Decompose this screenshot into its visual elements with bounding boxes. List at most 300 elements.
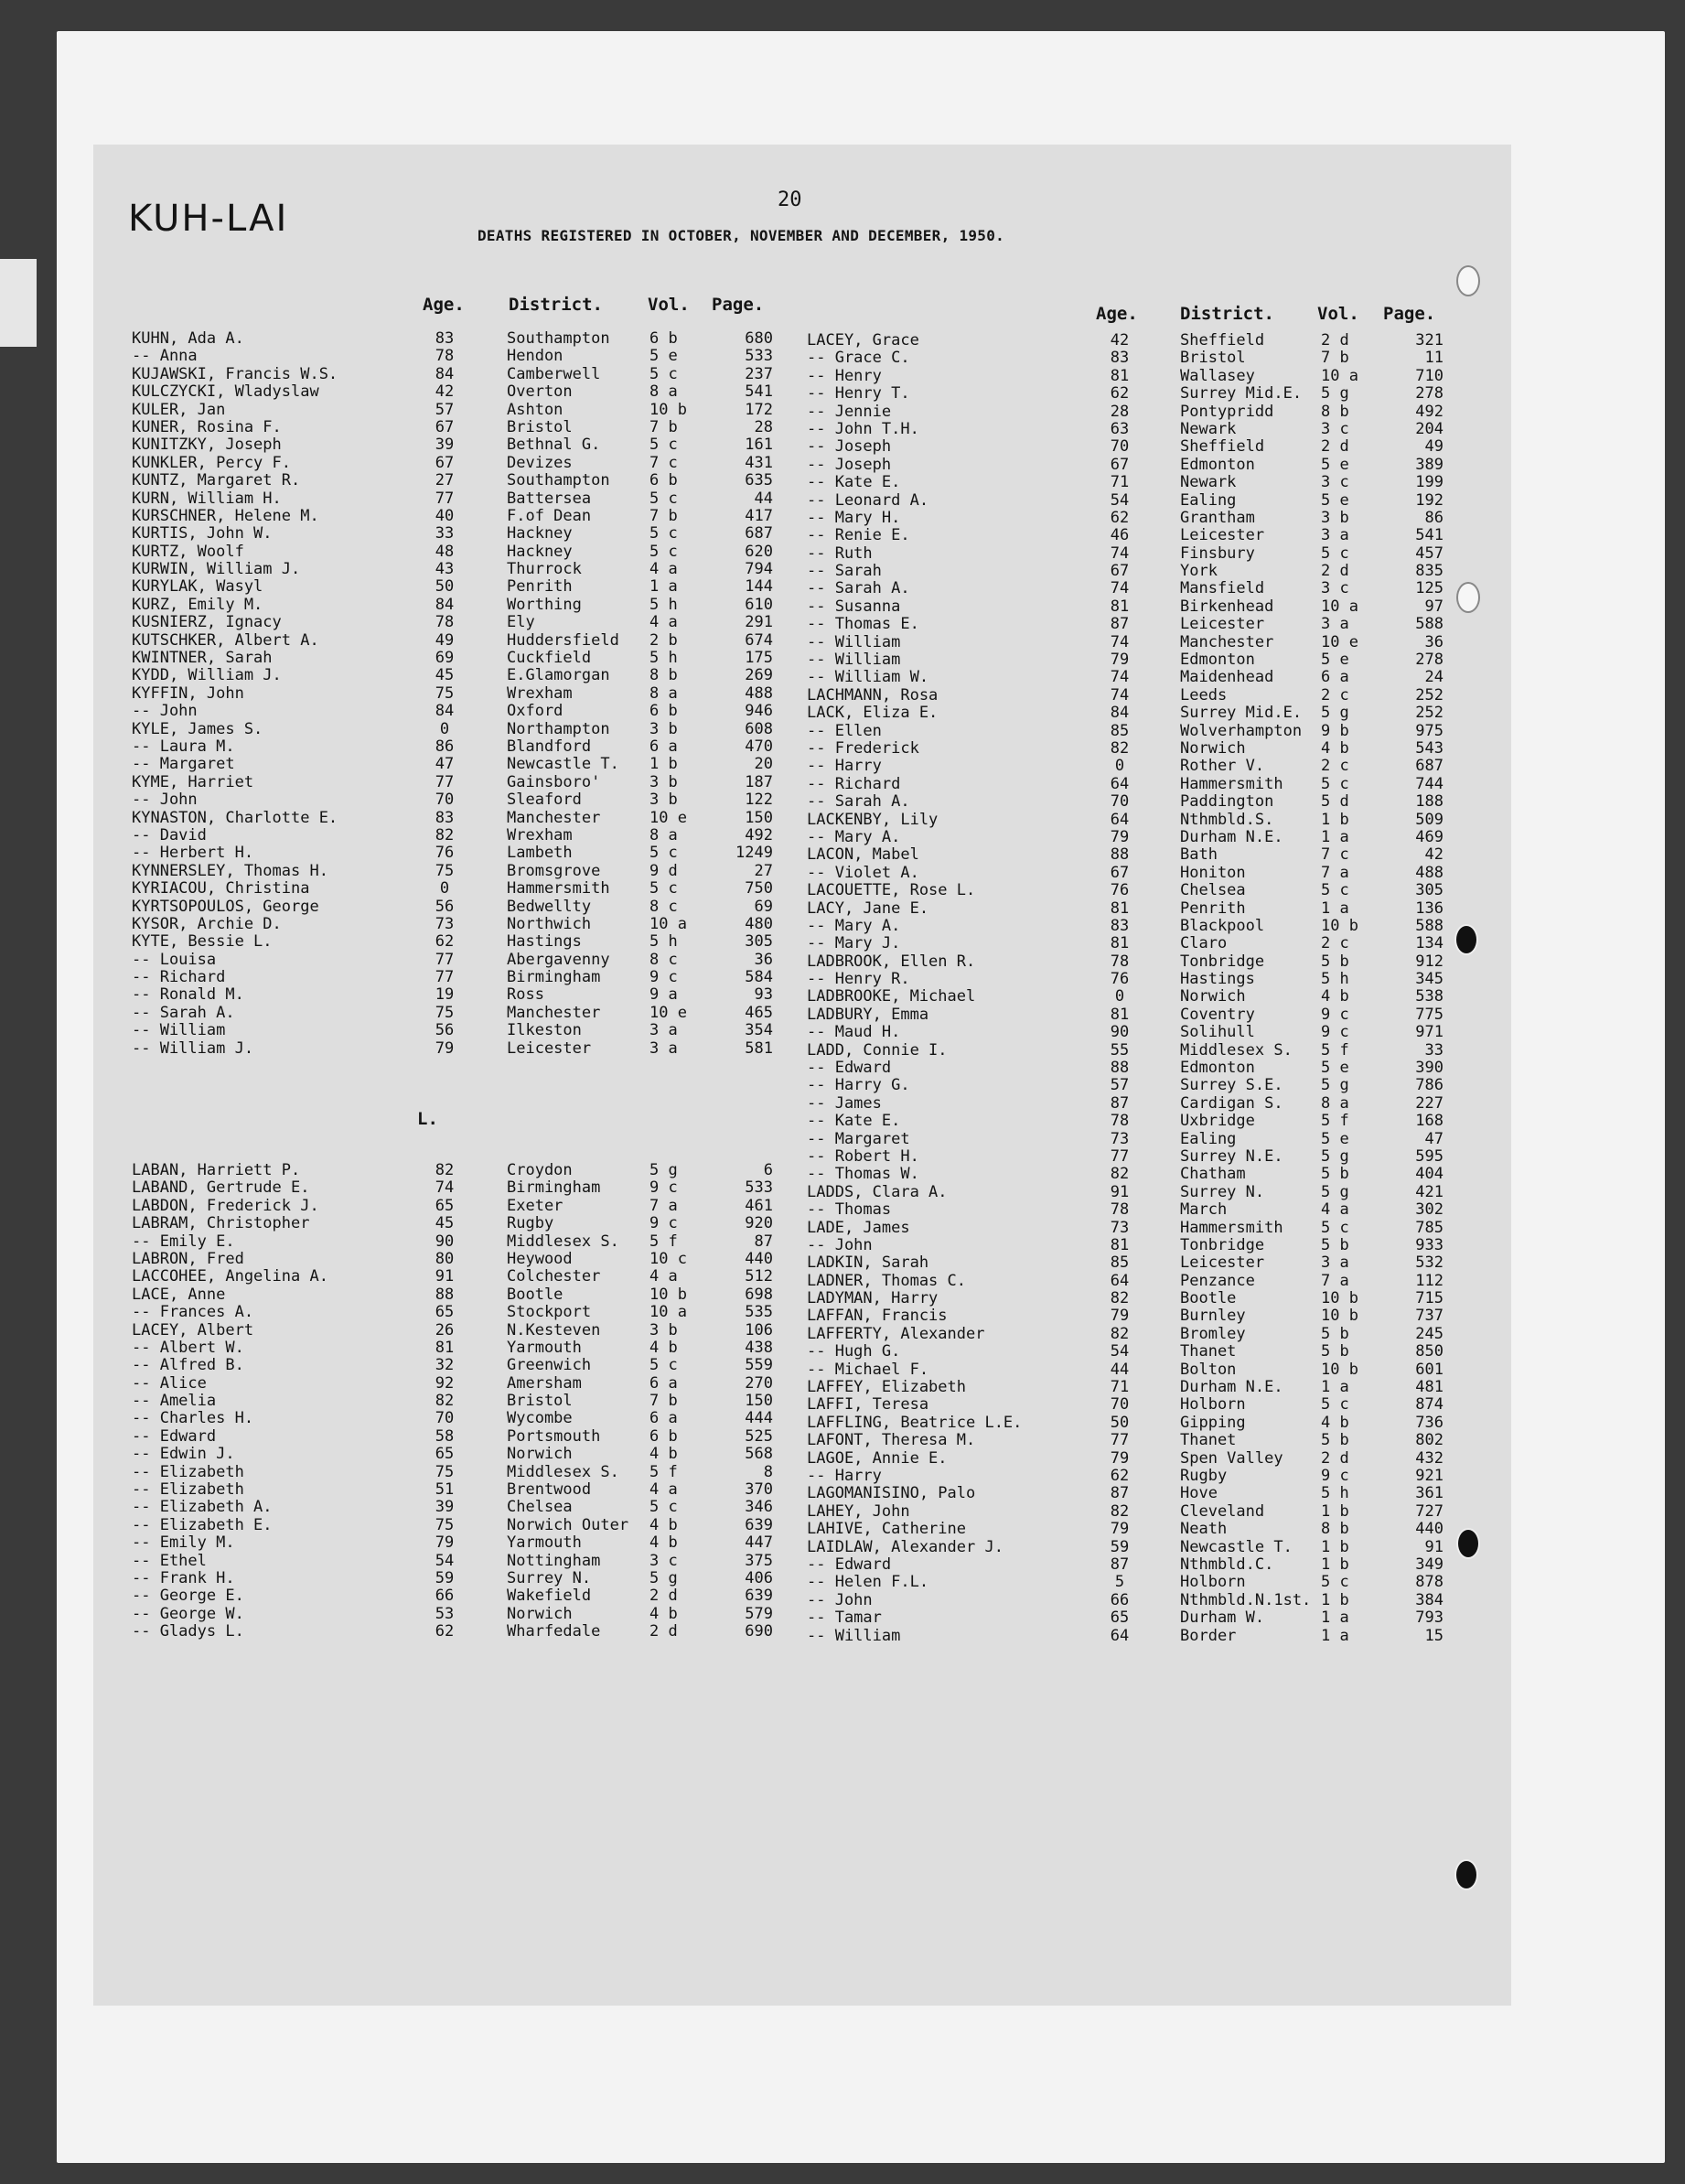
- entry-page: 106: [745, 1320, 773, 1339]
- entry-district: Middlesex S.: [507, 1232, 619, 1251]
- entry-district: Bristol: [1180, 349, 1246, 368]
- entry-name: LADDS, Clara A.: [807, 1182, 948, 1201]
- entry-name: -- Henry T.: [807, 384, 910, 403]
- entry-age: 44: [1110, 1360, 1130, 1379]
- entry-page: 1249: [735, 844, 773, 863]
- entry-page: 690: [745, 1622, 773, 1641]
- entry-age: 57: [435, 400, 455, 419]
- entry-age: 45: [435, 1214, 455, 1233]
- entry-age: 82: [435, 1392, 455, 1411]
- entry-page: 492: [745, 825, 773, 845]
- entry-name: LAGOE, Annie E.: [807, 1448, 948, 1468]
- entry-name: -- William: [807, 1626, 901, 1645]
- entry-vol: 6 b: [649, 702, 678, 721]
- entry-page: 559: [745, 1356, 773, 1375]
- entry-vol: 5 c: [649, 844, 678, 863]
- entry-vol: 2 d: [649, 1622, 678, 1641]
- entry-name: LAFFEY, Elizabeth: [807, 1378, 966, 1397]
- entry-vol: 5 e: [1321, 1059, 1349, 1078]
- entry-age: 77: [435, 489, 455, 508]
- entry-name: KURSCHNER, Helene M.: [132, 506, 319, 525]
- entry-page: 461: [745, 1196, 773, 1215]
- entry-name: LADKIN, Sarah: [807, 1253, 929, 1273]
- entry-age: 50: [1110, 1413, 1130, 1432]
- entry-vol: 5 b: [1321, 1342, 1349, 1361]
- entry-age: 71: [1110, 1378, 1130, 1397]
- entry-age: 88: [1110, 845, 1130, 865]
- entry-age: 74: [1110, 668, 1130, 687]
- entry-district: Heywood: [507, 1249, 573, 1268]
- entry-vol: 10 b: [649, 1285, 687, 1304]
- entry-page: 543: [1415, 738, 1444, 758]
- entry-vol: 3 a: [1321, 615, 1349, 634]
- entry-page: 431: [745, 453, 773, 472]
- entry-vol: 8 b: [649, 666, 678, 685]
- entry-age: 90: [1110, 1023, 1130, 1042]
- entry-age: 75: [435, 683, 455, 703]
- entry-page: 321: [1415, 331, 1444, 350]
- section-letter: L.: [417, 1109, 438, 1129]
- entry-vol: 5 f: [649, 1232, 678, 1251]
- entry-district: Ealing: [1180, 490, 1237, 510]
- entry-age: 79: [1110, 1448, 1130, 1468]
- entry-district: Tonbridge: [1180, 952, 1265, 971]
- entry-district: Amersham: [507, 1373, 582, 1393]
- entry-page: 635: [745, 471, 773, 490]
- entry-name: KUTSCHKER, Albert A.: [132, 630, 319, 650]
- entry-district: Chelsea: [1180, 881, 1246, 900]
- entry-district: Manchester: [507, 808, 601, 827]
- entry-vol: 9 c: [1321, 1467, 1349, 1485]
- entry-name: -- Thomas E.: [807, 615, 919, 634]
- entry-age: 63: [1110, 419, 1130, 438]
- entry-vol: 5 c: [1321, 1218, 1349, 1237]
- entry-vol: 9 c: [1321, 1005, 1349, 1024]
- right-age-header: Age.: [1096, 304, 1138, 324]
- entry-district: Nthmbld.C.: [1180, 1555, 1274, 1574]
- entry-district: Norwich: [507, 1604, 573, 1623]
- entry-name: -- John: [807, 1235, 873, 1254]
- entry-age: 49: [435, 630, 455, 650]
- entry-vol: 5 h: [649, 649, 678, 668]
- entry-age: 0: [439, 879, 450, 898]
- entry-name: -- Hugh G.: [807, 1342, 901, 1361]
- entry-name: -- Elizabeth: [132, 1480, 244, 1500]
- entry-vol: 4 a: [649, 1480, 678, 1500]
- entry-district: Surrey Mid.E.: [1180, 384, 1303, 403]
- entry-page: 93: [754, 985, 773, 1005]
- entry-name: KYDD, William J.: [132, 666, 282, 685]
- entry-name: -- Ethel: [132, 1551, 207, 1570]
- entry-vol: 7 b: [649, 506, 678, 525]
- entry-vol: 6 a: [1321, 668, 1349, 687]
- entry-page: 488: [1415, 863, 1444, 882]
- entry-name: KYFFIN, John: [132, 683, 244, 703]
- entry-vol: 10 a: [1321, 597, 1358, 616]
- entry-age: 64: [1110, 810, 1130, 829]
- entry-district: Gainsboro': [507, 772, 601, 791]
- entry-name: -- George W.: [132, 1604, 244, 1623]
- entry-name: KYRIACOU, Christina: [132, 879, 310, 898]
- entry-page: 33: [1424, 1040, 1444, 1060]
- entry-age: 92: [435, 1373, 455, 1393]
- entry-name: -- Amelia: [132, 1392, 217, 1411]
- entry-age: 79: [435, 1038, 455, 1058]
- entry-name: KYME, Harriet: [132, 772, 254, 791]
- entry-page: 269: [745, 666, 773, 685]
- entry-vol: 9 c: [649, 968, 678, 987]
- entry-district: Edmonton: [1180, 1059, 1255, 1078]
- entry-vol: 5 h: [1321, 970, 1349, 989]
- punch-hole: [1456, 265, 1480, 296]
- entry-vol: 2 d: [1321, 331, 1349, 350]
- entry-name: -- Henry R.: [807, 970, 910, 989]
- entry-vol: 5 e: [1321, 490, 1349, 510]
- entry-page: 175: [745, 649, 773, 668]
- entry-age: 73: [1110, 1218, 1130, 1237]
- entry-age: 65: [1110, 1608, 1130, 1628]
- entry-vol: 3 c: [649, 1551, 678, 1570]
- entry-vol: 8 a: [1321, 1093, 1349, 1113]
- entry-vol: 5 h: [649, 932, 678, 952]
- entry-vol: 10 b: [649, 400, 687, 419]
- entry-age: 79: [1110, 1307, 1130, 1326]
- entry-age: 87: [1110, 1093, 1130, 1113]
- entry-age: 56: [435, 897, 455, 916]
- entry-vol: 3 b: [649, 791, 678, 810]
- entry-name: LAFFERTY, Alexander: [807, 1324, 985, 1343]
- entry-vol: 1 a: [1321, 827, 1349, 846]
- entry-vol: 7 a: [649, 1196, 678, 1215]
- entry-page: 793: [1415, 1608, 1444, 1628]
- entry-name: -- Albert W.: [132, 1338, 244, 1357]
- entry-name: KURZ, Emily M.: [132, 595, 263, 614]
- entry-name: LADBROOK, Ellen R.: [807, 952, 976, 971]
- entry-age: 74: [1110, 579, 1130, 598]
- entry-district: March: [1180, 1200, 1228, 1220]
- entry-vol: 3 a: [649, 1038, 678, 1058]
- entry-name: -- Helen F.L.: [807, 1573, 929, 1592]
- entry-district: Bolton: [1180, 1360, 1237, 1379]
- entry-page: 535: [745, 1303, 773, 1322]
- entry-name: -- Ruth: [807, 543, 873, 563]
- entry-page: 588: [1415, 615, 1444, 634]
- entry-district: Neath: [1180, 1520, 1228, 1539]
- entry-district: Croydon: [507, 1161, 573, 1179]
- entry-district: Leicester: [507, 1038, 592, 1058]
- entry-name: LADBURY, Emma: [807, 1005, 929, 1024]
- entry-page: 744: [1415, 774, 1444, 793]
- entry-district: Greenwich: [507, 1356, 592, 1375]
- entry-name: -- Thomas W.: [807, 1165, 919, 1184]
- entry-name: -- Frederick: [807, 738, 919, 758]
- entry-age: 75: [435, 1462, 455, 1481]
- entry-page: 920: [745, 1214, 773, 1233]
- entry-page: 470: [745, 737, 773, 756]
- entry-district: Coventry: [1180, 1005, 1255, 1024]
- entry-district: Surrey Mid.E.: [1180, 704, 1303, 723]
- entry-name: LAHEY, John: [807, 1501, 910, 1521]
- entry-age: 81: [1110, 366, 1130, 385]
- entry-age: 84: [1110, 704, 1130, 723]
- entry-page: 440: [745, 1249, 773, 1268]
- punch-hole: [1454, 1859, 1478, 1890]
- entry-vol: 1 b: [1321, 1555, 1349, 1574]
- entry-name: -- Harry G.: [807, 1076, 910, 1095]
- entry-vol: 3 c: [1321, 473, 1349, 492]
- entry-age: 27: [435, 471, 455, 490]
- entry-age: 83: [1110, 916, 1130, 935]
- entry-age: 67: [435, 453, 455, 472]
- entry-age: 53: [435, 1604, 455, 1623]
- entry-age: 77: [1110, 1146, 1130, 1166]
- entry-name: -- Violet A.: [807, 863, 919, 882]
- entry-vol: 5 g: [1321, 1182, 1349, 1201]
- entry-age: 79: [435, 1533, 455, 1553]
- entry-vol: 4 b: [649, 1338, 678, 1357]
- entry-district: Southampton: [507, 329, 610, 348]
- entry-age: 74: [1110, 685, 1130, 705]
- entry-page: 639: [745, 1587, 773, 1606]
- entry-district: Birmingham: [507, 1178, 601, 1198]
- entry-page: 878: [1415, 1573, 1444, 1592]
- entry-district: Wrexham: [507, 825, 573, 845]
- entry-name: -- Emily E.: [132, 1232, 235, 1251]
- entry-name: -- Henry: [807, 366, 882, 385]
- entry-name: KURYLAK, Wasyl: [132, 577, 263, 597]
- entry-district: Durham N.E.: [1180, 1378, 1283, 1397]
- entry-vol: 9 d: [649, 861, 678, 880]
- entry-page: 87: [754, 1232, 773, 1251]
- entry-age: 82: [1110, 1324, 1130, 1343]
- entry-name: -- James: [807, 1093, 882, 1113]
- entry-age: 66: [1110, 1590, 1130, 1609]
- entry-vol: 5 e: [1321, 455, 1349, 474]
- entry-district: Hammersmith: [1180, 1218, 1283, 1237]
- entry-district: Sheffield: [1180, 437, 1265, 457]
- entry-page: 584: [745, 968, 773, 987]
- entry-age: 64: [1110, 1626, 1130, 1645]
- entry-vol: 5 c: [649, 364, 678, 383]
- entry-district: Claro: [1180, 934, 1228, 953]
- entry-district: E.Glamorgan: [507, 666, 610, 685]
- entry-age: 77: [435, 772, 455, 791]
- entry-name: -- Grace C.: [807, 349, 910, 368]
- entry-district: Blackpool: [1180, 916, 1265, 935]
- entry-age: 19: [435, 985, 455, 1005]
- entry-district: Camberwell: [507, 364, 601, 383]
- entry-age: 71: [1110, 473, 1130, 492]
- entry-name: -- Edward: [807, 1555, 892, 1574]
- entry-age: 78: [1110, 952, 1130, 971]
- entry-name: -- Frank H.: [132, 1568, 235, 1587]
- entry-page: 44: [754, 489, 773, 508]
- entry-age: 51: [435, 1480, 455, 1500]
- entry-vol: 7 b: [649, 417, 678, 436]
- entry-page: 69: [754, 897, 773, 916]
- entry-name: -- Richard: [132, 968, 226, 987]
- entry-age: 59: [435, 1568, 455, 1587]
- entry-name: -- Elizabeth E.: [132, 1515, 273, 1534]
- entry-page: 538: [1415, 987, 1444, 1006]
- entry-vol: 5 g: [1321, 384, 1349, 403]
- entry-district: Ealing: [1180, 1129, 1237, 1148]
- entry-page: 480: [745, 914, 773, 933]
- entry-age: 81: [435, 1338, 455, 1357]
- entry-district: Bromsgrove: [507, 861, 601, 880]
- entry-page: 579: [745, 1604, 773, 1623]
- entry-vol: 1 b: [1321, 810, 1349, 829]
- entry-vol: 7 b: [1321, 349, 1349, 368]
- entry-name: LABAN, Harriett P.: [132, 1161, 301, 1179]
- punch-hole: [1456, 1528, 1480, 1559]
- entry-age: 54: [1110, 490, 1130, 510]
- entry-name: -- Gladys L.: [132, 1622, 244, 1641]
- entry-district: Finsbury: [1180, 543, 1255, 563]
- entry-page: 252: [1415, 704, 1444, 723]
- entry-age: 81: [1110, 1005, 1130, 1024]
- entry-name: LACEY, Grace: [807, 331, 919, 350]
- entry-page: 36: [754, 950, 773, 969]
- entry-age: 77: [1110, 1431, 1130, 1450]
- entry-page: 736: [1415, 1413, 1444, 1432]
- entry-district: Sheffield: [1180, 331, 1265, 350]
- entry-district: Lambeth: [507, 844, 573, 863]
- entry-name: -- Edward: [807, 1059, 892, 1078]
- entry-page: 187: [745, 772, 773, 791]
- entry-district: Newcastle T.: [1180, 1537, 1293, 1556]
- entry-age: 83: [435, 808, 455, 827]
- entry-name: KYRTSOPOULOS, George: [132, 897, 319, 916]
- entry-page: 278: [1415, 384, 1444, 403]
- entry-name: -- Leonard A.: [807, 490, 929, 510]
- entry-age: 77: [435, 968, 455, 987]
- entry-district: Chatham: [1180, 1165, 1246, 1184]
- entry-district: N.Kesteven: [507, 1320, 601, 1339]
- entry-page: 737: [1415, 1307, 1444, 1326]
- entry-age: 78: [435, 613, 455, 632]
- entry-page: 432: [1415, 1448, 1444, 1468]
- entry-page: 97: [1424, 597, 1444, 616]
- entry-name: LABRON, Fred: [132, 1249, 244, 1268]
- entry-page: 361: [1415, 1484, 1444, 1503]
- entry-age: 64: [1110, 1271, 1130, 1290]
- entry-page: 237: [745, 364, 773, 383]
- entry-page: 47: [1424, 1129, 1444, 1148]
- entry-district: York: [1180, 562, 1218, 581]
- entry-name: -- Alfred B.: [132, 1356, 244, 1375]
- entry-page: 188: [1415, 792, 1444, 812]
- entry-page: 27: [754, 861, 773, 880]
- entry-vol: 2 c: [1321, 685, 1349, 705]
- entry-age: 67: [1110, 562, 1130, 581]
- entry-district: Bootle: [507, 1285, 563, 1304]
- right-page-header: Page.: [1383, 304, 1436, 324]
- entry-name: -- Frances A.: [132, 1303, 254, 1322]
- entry-vol: 5 c: [1321, 1573, 1349, 1592]
- entry-vol: 6 b: [649, 329, 678, 348]
- entry-name: -- John: [132, 791, 198, 810]
- entry-district: Spen Valley: [1180, 1448, 1283, 1468]
- entry-district: Leicester: [1180, 615, 1265, 634]
- entry-age: 58: [435, 1426, 455, 1446]
- entry-vol: 4 a: [1321, 1200, 1349, 1220]
- entry-district: Hendon: [507, 347, 563, 366]
- entry-name: -- Ronald M.: [132, 985, 244, 1005]
- entry-district: Brentwood: [507, 1480, 592, 1500]
- entry-age: 70: [435, 1409, 455, 1428]
- entry-district: Cuckfield: [507, 649, 592, 668]
- entry-name: KURWIN, William J.: [132, 560, 301, 579]
- entry-name: LACHMANN, Rosa: [807, 685, 939, 705]
- entry-district: Manchester: [1180, 632, 1274, 651]
- entry-age: 33: [435, 524, 455, 543]
- entry-vol: 9 c: [1321, 1023, 1349, 1042]
- entry-age: 62: [1110, 384, 1130, 403]
- entry-name: LADBROOKE, Michael: [807, 987, 976, 1006]
- entry-district: Hastings: [1180, 970, 1255, 989]
- entry-vol: 4 a: [649, 613, 678, 632]
- entry-vol: 8 c: [649, 950, 678, 969]
- entry-page: 469: [1415, 827, 1444, 846]
- entry-name: LADNER, Thomas C.: [807, 1271, 966, 1290]
- entry-vol: 5 g: [1321, 1076, 1349, 1095]
- entry-district: Thanet: [1180, 1342, 1237, 1361]
- entry-age: 78: [1110, 1112, 1130, 1131]
- entry-vol: 10 b: [1321, 1307, 1358, 1326]
- entry-district: Wrexham: [507, 683, 573, 703]
- entry-age: 82: [1110, 1501, 1130, 1521]
- entry-page: 349: [1415, 1555, 1444, 1574]
- entry-page: 8: [763, 1462, 773, 1481]
- entry-page: 975: [1415, 721, 1444, 740]
- entry-page: 850: [1415, 1342, 1444, 1361]
- entry-name: LAHIVE, Catherine: [807, 1520, 966, 1539]
- entry-name: -- Elizabeth A.: [132, 1498, 273, 1517]
- entry-name: -- John: [807, 1590, 873, 1609]
- entry-page: 447: [745, 1533, 773, 1553]
- entry-district: Wolverhampton: [1180, 721, 1303, 740]
- entry-name: -- Thomas: [807, 1200, 892, 1220]
- entry-age: 46: [1110, 526, 1130, 545]
- entry-page: 305: [745, 932, 773, 952]
- entry-district: Hackney: [507, 524, 573, 543]
- entry-age: 70: [1110, 792, 1130, 812]
- entry-name: -- Joseph: [807, 437, 892, 457]
- entry-vol: 5 d: [1321, 792, 1349, 812]
- entry-district: Colchester: [507, 1267, 601, 1286]
- entry-district: Ashton: [507, 400, 563, 419]
- entry-page: 541: [1415, 526, 1444, 545]
- entry-name: LACCOHEE, Angelina A.: [132, 1267, 328, 1286]
- entry-district: Leicester: [1180, 1253, 1265, 1273]
- entry-age: 70: [1110, 1395, 1130, 1415]
- entry-name: -- Richard: [807, 774, 901, 793]
- entry-vol: 5 c: [1321, 881, 1349, 900]
- entry-district: Norwich Outer: [507, 1515, 629, 1534]
- entry-age: 73: [1110, 1129, 1130, 1148]
- entry-district: Huddersfield: [507, 630, 619, 650]
- entry-name: KUHN, Ada A.: [132, 329, 244, 348]
- entry-name: -- Herbert H.: [132, 844, 254, 863]
- entry-age: 32: [435, 1356, 455, 1375]
- entry-age: 62: [435, 932, 455, 952]
- entry-vol: 10 e: [649, 1003, 687, 1022]
- entry-name: -- George E.: [132, 1587, 244, 1606]
- entry-age: 79: [1110, 827, 1130, 846]
- entry-page: 144: [745, 577, 773, 597]
- entry-name: KYLE, James S.: [132, 719, 263, 738]
